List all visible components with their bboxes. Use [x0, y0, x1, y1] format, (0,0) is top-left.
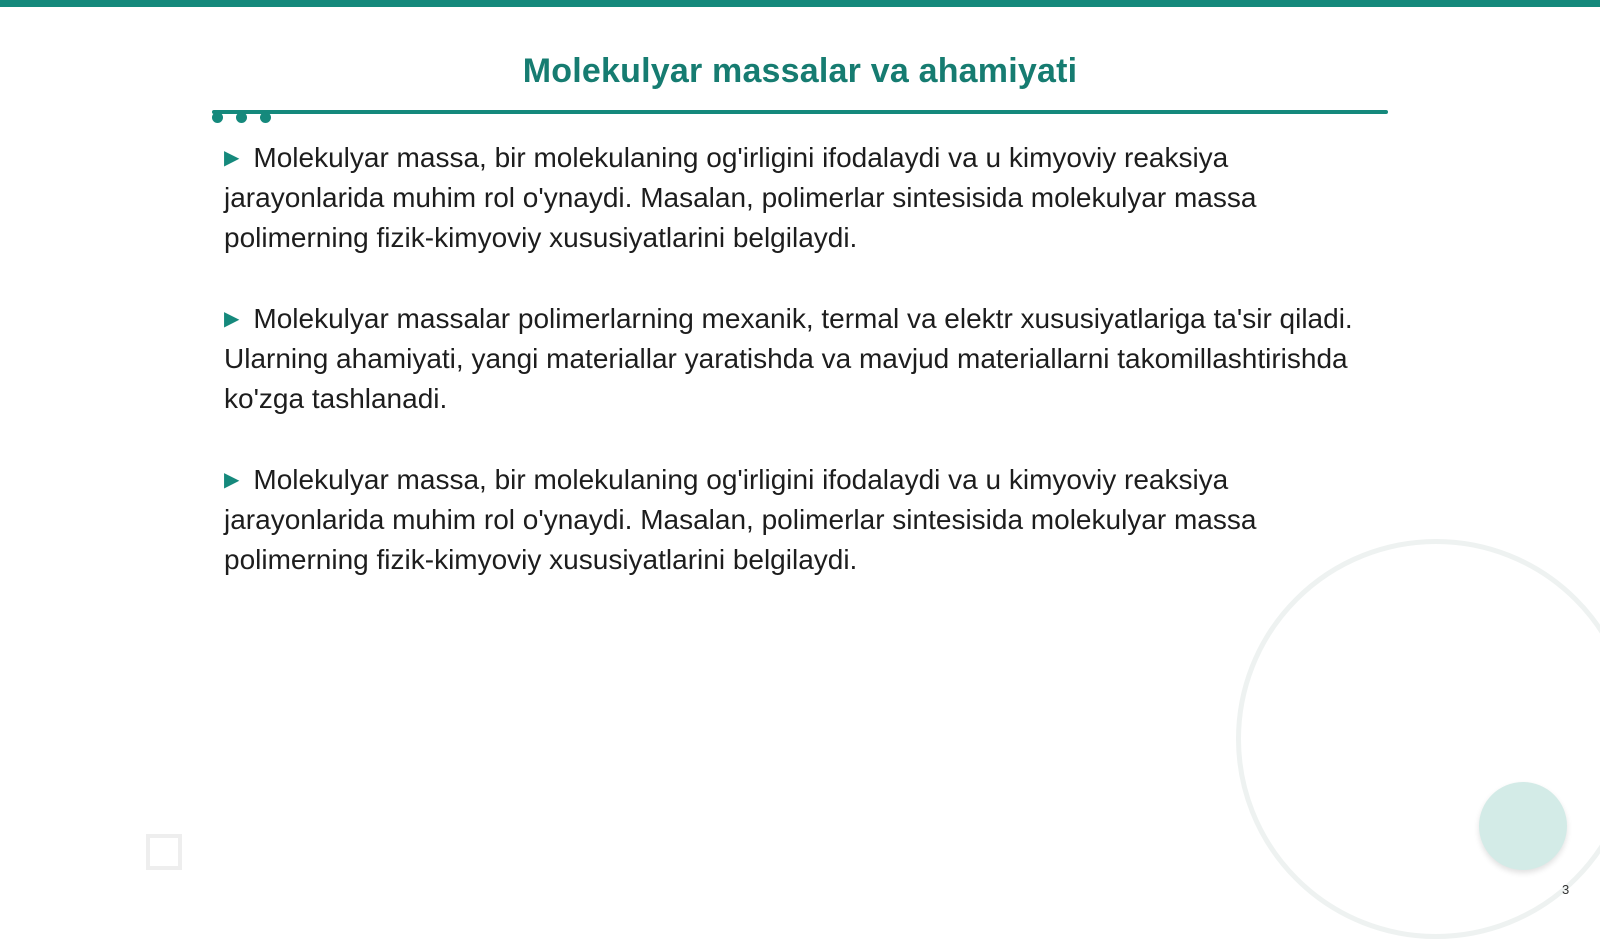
decorative-square	[146, 834, 182, 870]
triangle-bullet-icon: ▶	[224, 469, 240, 491]
slide-title: Molekulyar massalar va ahamiyati	[522, 52, 1078, 90]
triangle-bullet-icon: ▶	[224, 147, 240, 169]
top-accent-bar	[0, 0, 1600, 7]
bullet-list	[224, 138, 1384, 621]
bullet-text: Molekulyar massa, bir molekulaning og'irligini ifodalaydi va u kimyoviy reaksiya jarayonlarida muhim rol o'ynaydi. Masalan, polimerlar sintesisida molekulyar massa polimerning fizik-kimyoviy xususiyatlarini belgilaydi.	[224, 142, 1257, 253]
bullet-item	[224, 138, 1384, 258]
underline-dot	[260, 112, 271, 123]
bullet-item	[224, 299, 1384, 419]
decorative-circle	[1479, 782, 1567, 870]
title-underline	[212, 110, 1388, 114]
bullet-text: Molekulyar massalar polimerlarning mexanik, termal va elektr xususiyatlariga ta'sir qiladi. Ularning ahamiyati, yangi materiallar yaratishda va mavjud materiallarni takomillashtirishda ko'zga tashlanadi.	[224, 303, 1353, 414]
underline-dot	[236, 112, 247, 123]
triangle-bullet-icon: ▶	[224, 308, 240, 330]
page-number: 3	[1562, 882, 1570, 897]
bullet-text: Molekulyar massa, bir molekulaning og'irligini ifodalaydi va u kimyoviy reaksiya jarayonlarida muhim rol o'ynaydi. Masalan, polimerlar sintesisida molekulyar massa polimerning fizik-kimyoviy xususiyatlarini belgilaydi.	[224, 464, 1257, 575]
underline-dot	[212, 112, 223, 123]
title-underline-dots	[212, 112, 282, 124]
bullet-item	[224, 460, 1384, 580]
